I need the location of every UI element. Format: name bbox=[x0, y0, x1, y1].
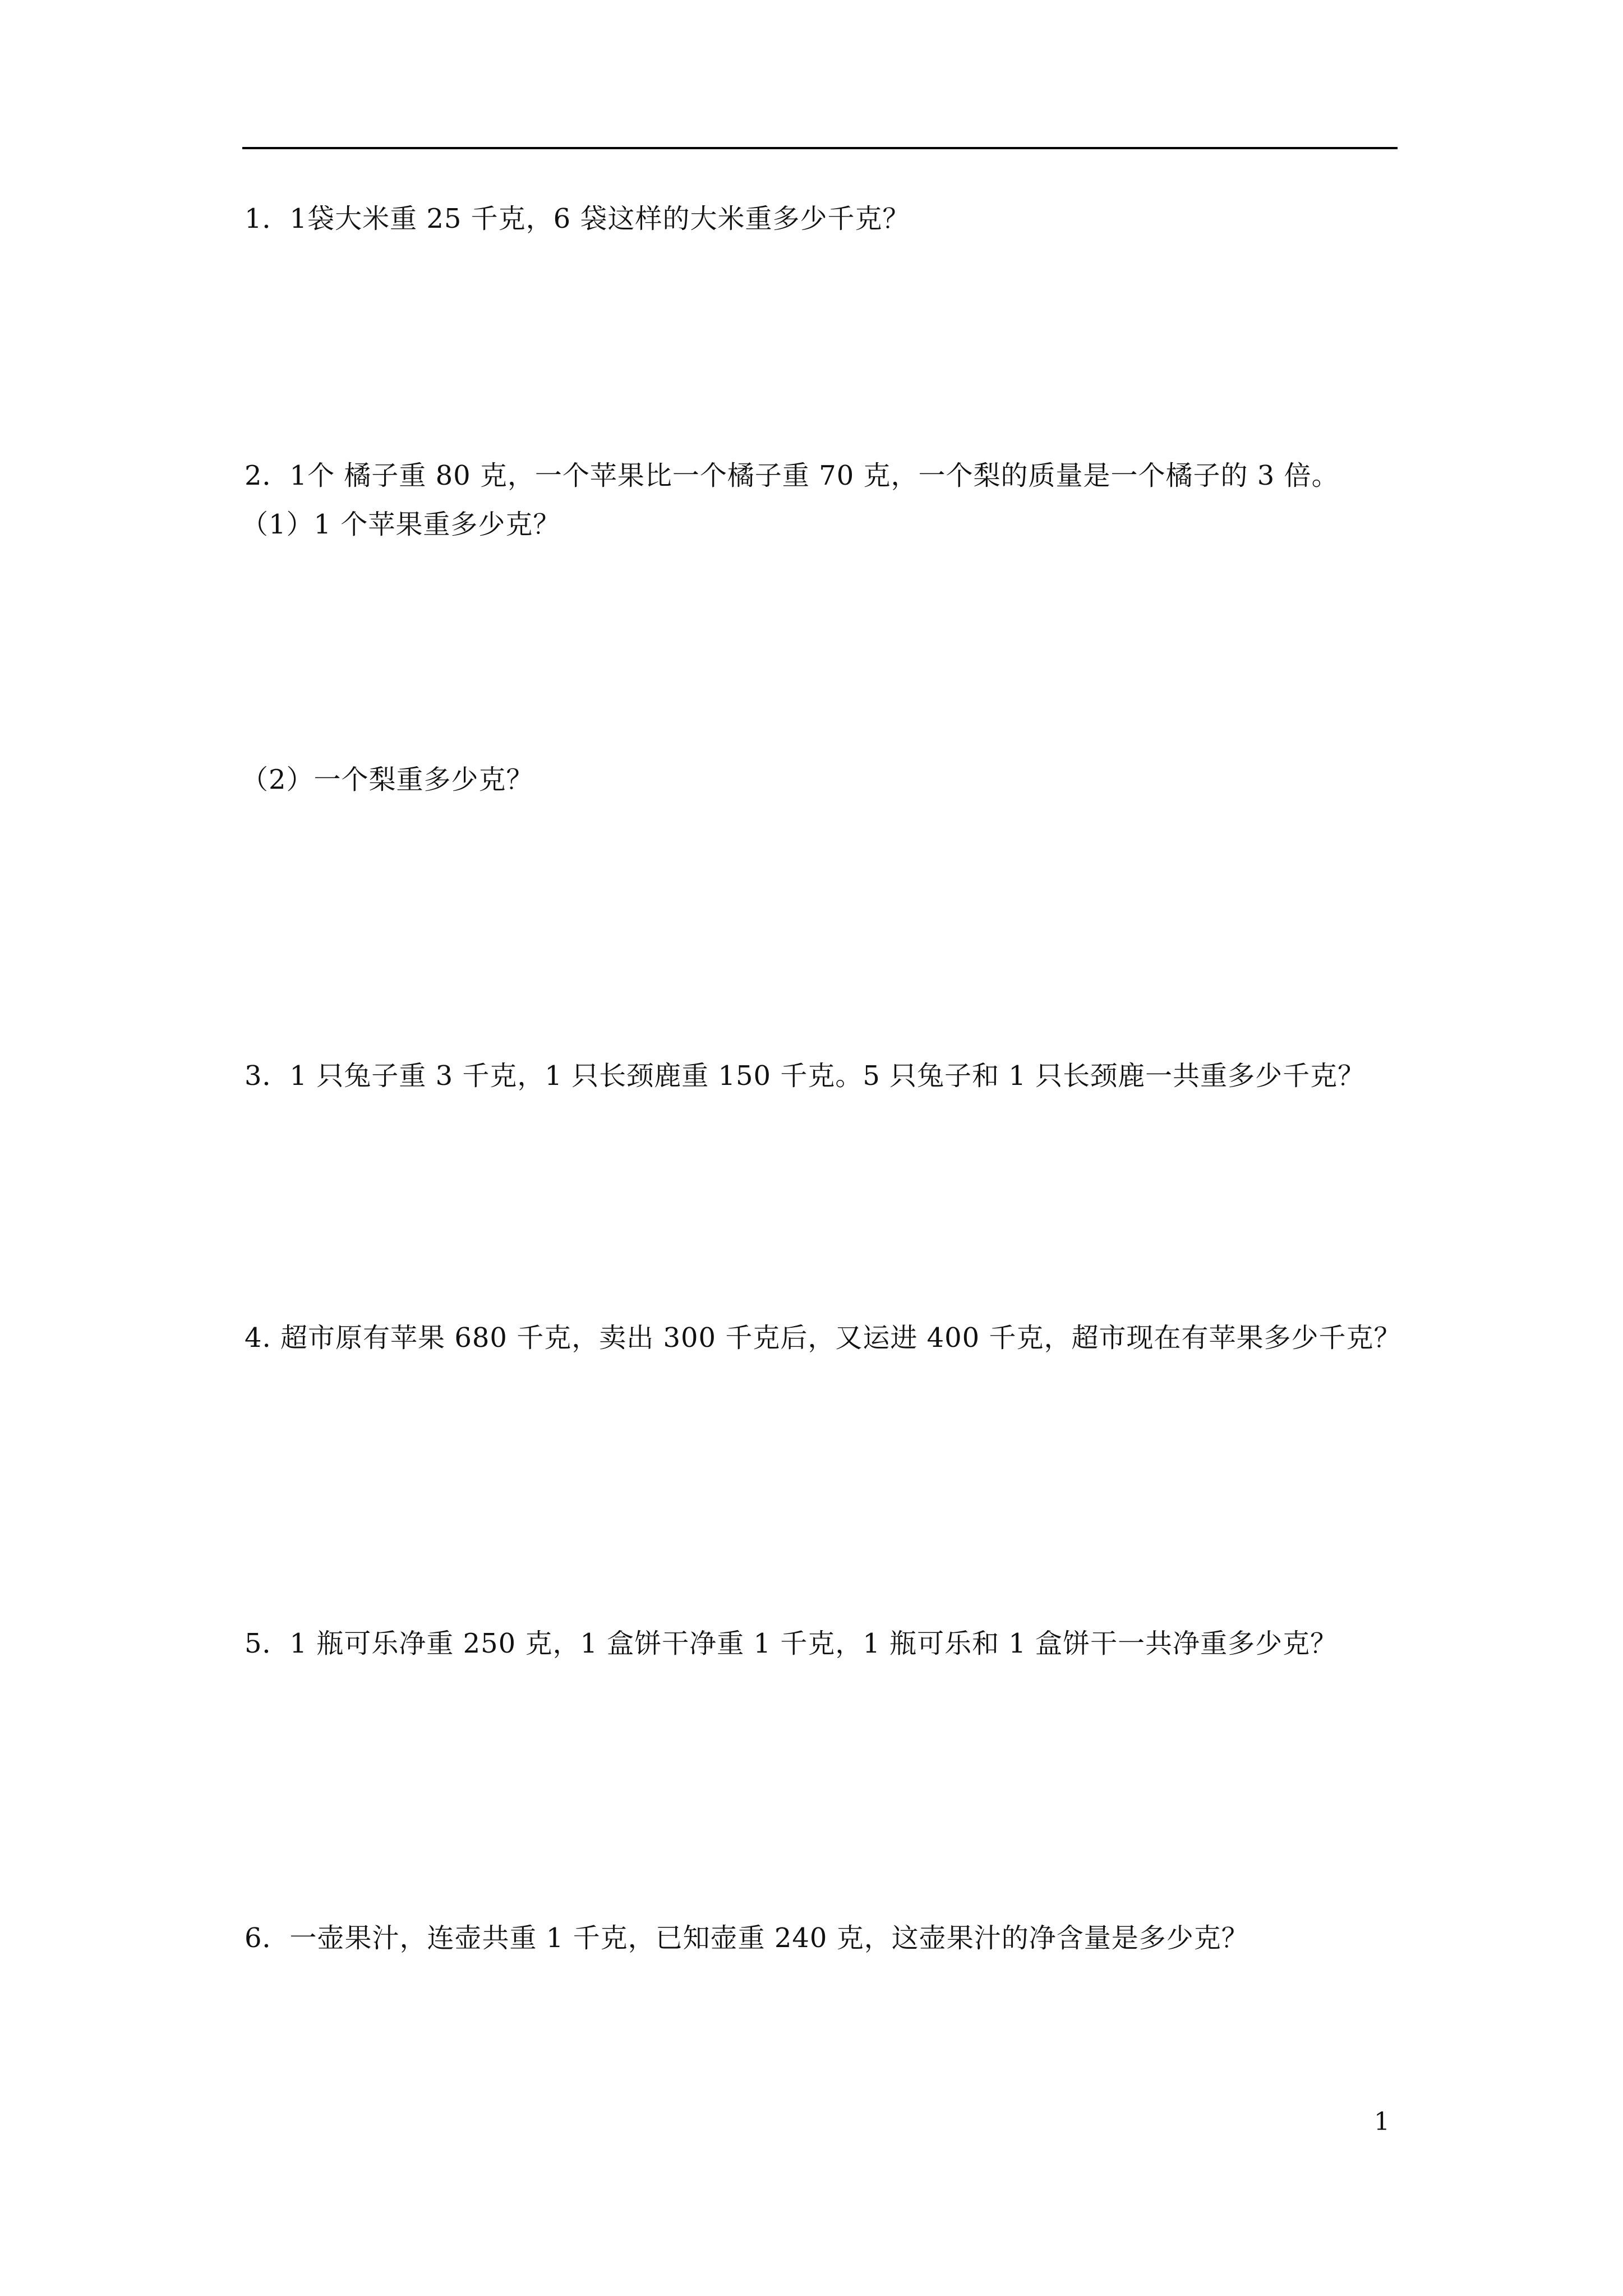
header-rule bbox=[242, 147, 1398, 149]
question-3: 3．1 只兔子重 3 千克，1 只长颈鹿重 150 千克。5 只兔子和 1 只长颈鹿一共重多少千克？ bbox=[245, 1060, 1366, 1092]
question-6: 6．一壶果汁，连壶共重 1 千克，已知壶重 240 克，这壶果汁的净含量是多少克？ bbox=[245, 1922, 1249, 1954]
page-number: 1 bbox=[1374, 2108, 1390, 2136]
question-2: 2．1个 橘子重 80 克，一个苹果比一个橘子重 70 克，一个梨的质量是一个橘子的 3 倍。 bbox=[245, 460, 1339, 491]
question-2-part-1: （1）1 个苹果重多少克？ bbox=[241, 509, 561, 540]
question-5: 5．1 瓶可乐净重 250 克，1 盒饼干净重 1 千克，1 瓶可乐和 1 盒饼干一共净重多少克？ bbox=[245, 1628, 1338, 1659]
question-1: 1．1袋大米重 25 千克，6 袋这样的大米重多少千克？ bbox=[245, 203, 910, 234]
question-4: 4. 超市原有苹果 680 千克，卖出 300 千克后，又运进 400 千克，超市现在有苹果多少千克？ bbox=[245, 1322, 1401, 1354]
question-2-part-2: （2）一个梨重多少克？ bbox=[241, 764, 534, 795]
